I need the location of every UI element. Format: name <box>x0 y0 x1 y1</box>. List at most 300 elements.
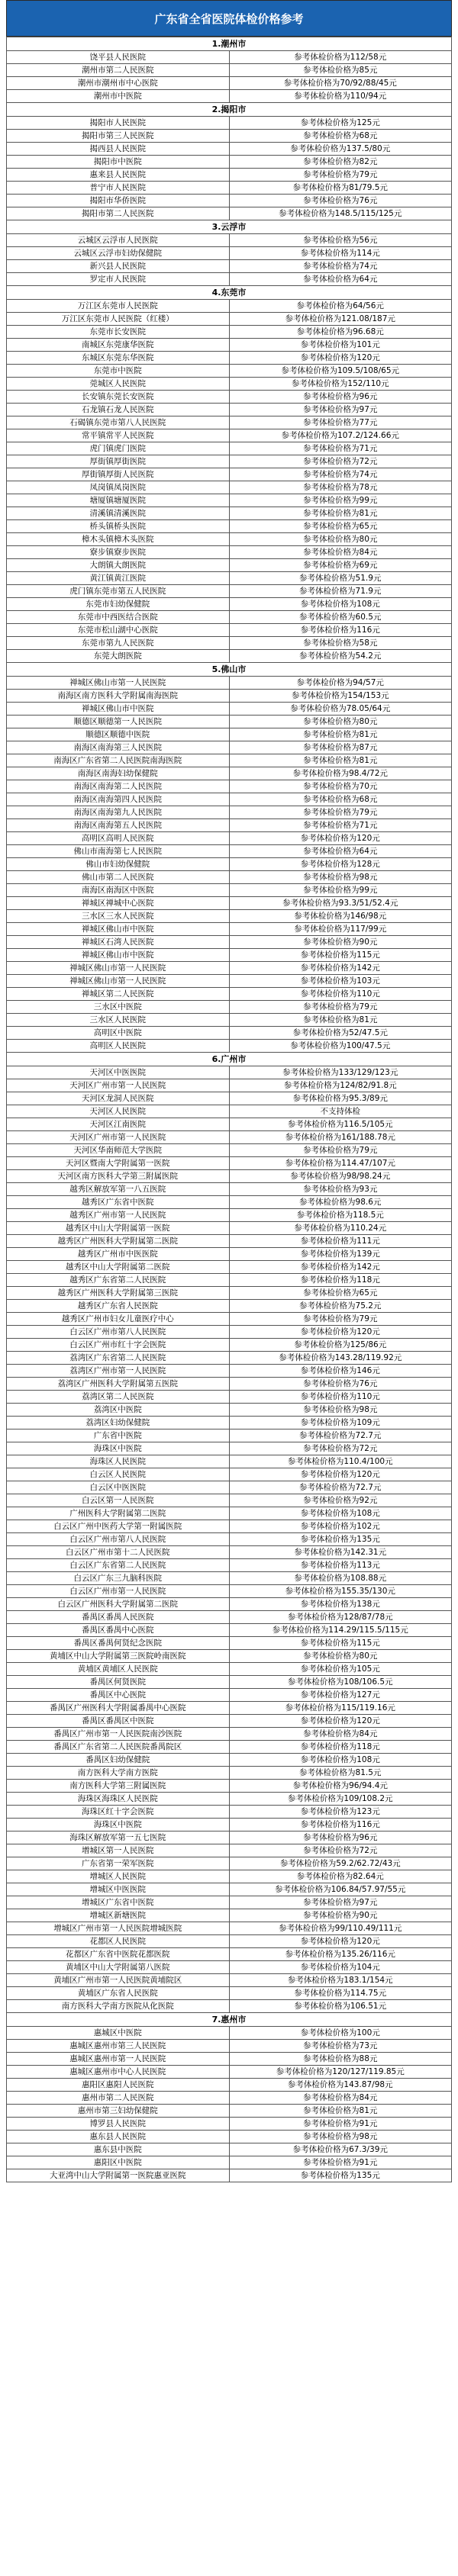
hospital-row <box>7 559 452 572</box>
hospital-price: 参考体检价格为84元 <box>229 1728 452 1741</box>
hospital-name: 惠阳区惠阳人民医院 <box>7 2079 230 2092</box>
hospital-row <box>7 429 452 442</box>
hospital-row <box>7 1611 452 1624</box>
hospital-row <box>7 611 452 624</box>
hospital-price: 参考体检价格为76元 <box>229 195 452 207</box>
hospital-name: 白云区广州市第一人民医院 <box>7 1585 230 1598</box>
hospital-row <box>7 572 452 585</box>
hospital-name: 惠州市第二人民医院 <box>7 2092 230 2105</box>
hospital-name: 禅城区佛山市第一人民医院 <box>7 677 230 690</box>
hospital-price: 参考体检价格为100/47.5元 <box>229 1040 452 1053</box>
hospital-price: 参考体检价格为81元 <box>229 728 452 741</box>
hospital-name: 荔湾区第二人民医院 <box>7 1391 230 1404</box>
hospital-name: 南海区南海第三人民医院 <box>7 741 230 754</box>
hospital-name: 揭阳市第三人民医院 <box>7 130 230 143</box>
hospital-price: 参考体检价格为161/188.78元 <box>229 1131 452 1144</box>
hospital-name: 白云区广州医科大学附属第二医院 <box>7 1598 230 1611</box>
hospital-price: 参考体检价格为117/99元 <box>229 923 452 936</box>
hospital-price: 参考体检价格为71.9元 <box>229 585 452 598</box>
hospital-price: 参考体检价格为84元 <box>229 546 452 559</box>
hospital-price: 参考体检价格为142.31元 <box>229 1546 452 1559</box>
hospital-price: 参考体检价格为112/58元 <box>229 51 452 64</box>
hospital-row <box>7 1300 452 1313</box>
hospital-row <box>7 1637 452 1650</box>
hospital-price: 参考体检价格为113元 <box>229 1559 452 1572</box>
hospital-name: 增城区新塘医院 <box>7 1909 230 1922</box>
hospital-price: 参考体检价格为143.28/119.92元 <box>229 1352 452 1365</box>
hospital-name: 三水区中医院 <box>7 1001 230 1014</box>
hospital-price: 参考体检价格为65元 <box>229 1287 452 1300</box>
hospital-name: 番禺区广东省第二人民医院番禺院区 <box>7 1741 230 1754</box>
hospital-name: 南海区南海第四人民医院 <box>7 793 230 806</box>
hospital-row <box>7 2169 452 2182</box>
hospital-name: 番禺区番禺中心医院 <box>7 1624 230 1637</box>
hospital-row <box>7 949 452 962</box>
hospital-name: 潮州市第二人民医院 <box>7 64 230 77</box>
hospital-price: 参考体检价格为135元 <box>229 2169 452 2182</box>
hospital-name: 海珠区海珠区人民医院 <box>7 1793 230 1806</box>
hospital-price: 参考体检价格为118元 <box>229 1741 452 1754</box>
hospital-price: 参考体检价格为108元 <box>229 1507 452 1520</box>
hospital-name: 三水区三水人民医院 <box>7 910 230 923</box>
hospital-price: 参考体检价格为99/110.49/111元 <box>229 1922 452 1935</box>
hospital-name: 大朗镇大朗医院 <box>7 559 230 572</box>
hospital-name: 东莞市松山湖中心医院 <box>7 624 230 637</box>
hospital-row <box>7 1326 452 1339</box>
hospital-row <box>7 2027 452 2040</box>
hospital-name: 虎门镇东莞市第五人民医院 <box>7 585 230 598</box>
hospital-price: 参考体检价格为108元 <box>229 1754 452 1767</box>
hospital-row <box>7 416 452 429</box>
hospital-name: 海珠区解放军第一五七医院 <box>7 1832 230 1844</box>
hospital-row <box>7 2118 452 2131</box>
hospital-row <box>7 1559 452 1572</box>
hospital-name: 禅城区佛山市中医院 <box>7 949 230 962</box>
hospital-row <box>7 1987 452 2000</box>
hospital-name: 增城区中医医院 <box>7 1883 230 1896</box>
hospital-name: 清溪镇清溪医院 <box>7 507 230 520</box>
hospital-price: 参考体检价格为105元 <box>229 1663 452 1676</box>
hospital-row <box>7 1494 452 1507</box>
hospital-name: 揭阳市中医院 <box>7 156 230 169</box>
hospital-price: 参考体检价格为77元 <box>229 416 452 429</box>
price-table <box>6 37 452 2182</box>
hospital-price: 参考体检价格为80元 <box>229 716 452 728</box>
hospital-row <box>7 1274 452 1287</box>
hospital-price: 参考体检价格为91元 <box>229 2156 452 2169</box>
hospital-name: 新兴县人民医院 <box>7 260 230 273</box>
hospital-row <box>7 2105 452 2118</box>
hospital-name: 禅城区佛山市中医院 <box>7 923 230 936</box>
hospital-row <box>7 1092 452 1105</box>
hospital-row <box>7 1585 452 1598</box>
hospital-price: 参考体检价格为92元 <box>229 1494 452 1507</box>
hospital-name: 黄埔区广州市第一人民医院黄埔院区 <box>7 1974 230 1987</box>
hospital-price: 参考体检价格为116元 <box>229 624 452 637</box>
hospital-row <box>7 1767 452 1780</box>
hospital-price: 参考体检价格为79元 <box>229 1001 452 1014</box>
hospital-row <box>7 1222 452 1235</box>
hospital-row <box>7 1391 452 1404</box>
hospital-name: 厚街镇厚街人民医院 <box>7 468 230 481</box>
hospital-price: 参考体检价格为52/47.5元 <box>229 1027 452 1040</box>
hospital-row <box>7 378 452 391</box>
hospital-name: 越秀区中山大学附属第一医院 <box>7 1222 230 1235</box>
hospital-name: 天河区暨南大学附属第一医院 <box>7 1157 230 1170</box>
hospital-row <box>7 690 452 703</box>
hospital-price: 参考体检价格为120元 <box>229 1715 452 1728</box>
hospital-row <box>7 910 452 923</box>
hospital-name: 海珠区红十字会医院 <box>7 1806 230 1819</box>
hospital-name: 白云区广东省第二人民医院 <box>7 1559 230 1572</box>
hospital-name: 虎门镇虎门医院 <box>7 442 230 455</box>
hospital-price: 参考体检价格为75.2元 <box>229 1300 452 1313</box>
hospital-name: 广东省第一荣军医院 <box>7 1857 230 1870</box>
hospital-row <box>7 2079 452 2092</box>
hospital-name: 增城区广东省中医院 <box>7 1896 230 1909</box>
hospital-price: 参考体检价格为115元 <box>229 1637 452 1650</box>
hospital-price: 参考体检价格为109元 <box>229 1417 452 1430</box>
hospital-price: 参考体检价格为88元 <box>229 2053 452 2066</box>
hospital-name: 禅城区佛山市中医院 <box>7 703 230 716</box>
hospital-name: 荔湾区广东省第二人民医院 <box>7 1352 230 1365</box>
hospital-name: 番禺区广州医科大学附属番禺中心医院 <box>7 1702 230 1715</box>
hospital-row <box>7 468 452 481</box>
hospital-name: 荔湾区广州医科大学附属第五医院 <box>7 1378 230 1391</box>
hospital-row <box>7 1404 452 1417</box>
hospital-price: 参考体检价格为72.7元 <box>229 1430 452 1442</box>
hospital-row <box>7 339 452 352</box>
hospital-price: 参考体检价格为128/87/78元 <box>229 1611 452 1624</box>
hospital-row <box>7 2066 452 2079</box>
hospital-name: 惠东县中医院 <box>7 2143 230 2156</box>
hospital-price: 参考体检价格为115元 <box>229 949 452 962</box>
hospital-name: 三水区人民医院 <box>7 1014 230 1027</box>
hospital-name: 越秀区广州市中医医院 <box>7 1248 230 1261</box>
hospital-name: 高明区中医院 <box>7 1027 230 1040</box>
hospital-price: 参考体检价格为138元 <box>229 1598 452 1611</box>
hospital-name: 惠东县人民医院 <box>7 2131 230 2143</box>
hospital-price: 参考体检价格为82.64元 <box>229 1870 452 1883</box>
hospital-price: 参考体检价格为93.3/51/52.4元 <box>229 897 452 910</box>
hospital-name: 石龙镇石龙人民医院 <box>7 404 230 416</box>
hospital-price: 参考体检价格为64元 <box>229 845 452 858</box>
hospital-price: 参考体检价格为120元 <box>229 352 452 365</box>
hospital-name: 佛山市妇幼保健院 <box>7 858 230 871</box>
hospital-price: 参考体检价格为108/106.5元 <box>229 1676 452 1689</box>
hospital-name: 白云区广东三九脑科医院 <box>7 1572 230 1585</box>
hospital-name: 白云区人民医院 <box>7 1468 230 1481</box>
hospital-row <box>7 494 452 507</box>
hospital-row <box>7 1780 452 1793</box>
hospital-price: 参考体检价格为137.5/80元 <box>229 143 452 156</box>
hospital-price: 参考体检价格为96/94.4元 <box>229 1780 452 1793</box>
hospital-row <box>7 130 452 143</box>
hospital-name: 顺德区顺德中医院 <box>7 728 230 741</box>
hospital-name: 惠城区中医院 <box>7 2027 230 2040</box>
hospital-row <box>7 1183 452 1196</box>
hospital-name: 禅城区佛山市第一人民医院 <box>7 962 230 975</box>
hospital-price: 参考体检价格为74元 <box>229 468 452 481</box>
hospital-row <box>7 988 452 1001</box>
hospital-price: 参考体检价格为118元 <box>229 1274 452 1287</box>
hospital-price: 参考体检价格为98元 <box>229 2131 452 2143</box>
hospital-row <box>7 546 452 559</box>
hospital-row <box>7 1261 452 1274</box>
hospital-price: 参考体检价格为96元 <box>229 391 452 404</box>
hospital-name: 佛山市南海第七人民医院 <box>7 845 230 858</box>
hospital-row <box>7 442 452 455</box>
hospital-price: 参考体检价格为120元 <box>229 1468 452 1481</box>
hospital-row <box>7 1507 452 1520</box>
hospital-name: 越秀区广州市第一人民医院 <box>7 1209 230 1222</box>
hospital-price: 参考体检价格为135.26/116元 <box>229 1948 452 1961</box>
hospital-price: 参考体检价格为78.05/64元 <box>229 703 452 716</box>
hospital-price: 参考体检价格为154/153元 <box>229 690 452 703</box>
hospital-name: 白云区广州市第十二人民医院 <box>7 1546 230 1559</box>
hospital-row <box>7 1741 452 1754</box>
hospital-price: 参考体检价格为79元 <box>229 169 452 182</box>
hospital-name: 番禺区广州市第一人民医院南沙医院 <box>7 1728 230 1741</box>
hospital-row <box>7 1754 452 1767</box>
hospital-row <box>7 1948 452 1961</box>
hospital-price: 参考体检价格为97元 <box>229 1896 452 1909</box>
hospital-price: 参考体检价格为106.84/57.97/55元 <box>229 1883 452 1896</box>
hospital-price: 参考体检价格为99元 <box>229 884 452 897</box>
hospital-name: 黄埔区黄埔区人民医院 <box>7 1663 230 1676</box>
hospital-name: 大亚湾中山大学附属第一医院惠亚医院 <box>7 2169 230 2182</box>
hospital-row <box>7 352 452 365</box>
hospital-name: 东莞市第九人民医院 <box>7 637 230 650</box>
hospital-price: 不支持体检 <box>229 1105 452 1118</box>
hospital-name: 白云区广州中医药大学第一附属医院 <box>7 1520 230 1533</box>
hospital-row <box>7 598 452 611</box>
hospital-row <box>7 1313 452 1326</box>
hospital-row <box>7 936 452 949</box>
city-header-row <box>7 37 452 51</box>
hospital-price: 参考体检价格为114.47/107元 <box>229 1157 452 1170</box>
hospital-name: 黄江镇黄江医院 <box>7 572 230 585</box>
hospital-name: 广州医科大学附属第二医院 <box>7 1507 230 1520</box>
hospital-price: 参考体检价格为96.68元 <box>229 326 452 339</box>
hospital-row <box>7 2040 452 2053</box>
hospital-row <box>7 1896 452 1909</box>
hospital-name: 惠城区惠州市第三人民医院 <box>7 2040 230 2053</box>
hospital-row <box>7 156 452 169</box>
hospital-row <box>7 1961 452 1974</box>
hospital-row <box>7 767 452 780</box>
hospital-row <box>7 1209 452 1222</box>
hospital-row <box>7 1819 452 1832</box>
hospital-price: 参考体检价格为114元 <box>229 247 452 260</box>
hospital-name: 南方医科大学南方医院 <box>7 1767 230 1780</box>
hospital-row <box>7 637 452 650</box>
hospital-row <box>7 1663 452 1676</box>
hospital-price: 参考体检价格为114.75元 <box>229 1987 452 2000</box>
hospital-row <box>7 1793 452 1806</box>
hospital-price: 参考体检价格为110元 <box>229 988 452 1001</box>
hospital-price: 参考体检价格为90元 <box>229 936 452 949</box>
hospital-name: 越秀区广东省人民医院 <box>7 1300 230 1313</box>
hospital-price: 参考体检价格为81元 <box>229 2105 452 2118</box>
hospital-name: 白云区广州市红十字会医院 <box>7 1339 230 1352</box>
hospital-name: 万江区东莞市人民医院 <box>7 300 230 313</box>
hospital-row <box>7 1040 452 1053</box>
hospital-price: 参考体检价格为64元 <box>229 273 452 286</box>
hospital-price: 参考体检价格为100元 <box>229 2027 452 2040</box>
hospital-row <box>7 1702 452 1715</box>
hospital-row <box>7 832 452 845</box>
hospital-row <box>7 741 452 754</box>
hospital-row <box>7 533 452 546</box>
hospital-name: 禅城区禅城中心医院 <box>7 897 230 910</box>
hospital-row <box>7 1481 452 1494</box>
hospital-price: 参考体检价格为146元 <box>229 1365 452 1378</box>
hospital-name: 黄埔区中山大学附属第三医院岭南医院 <box>7 1650 230 1663</box>
hospital-name: 寮步镇寮步医院 <box>7 546 230 559</box>
hospital-price: 参考体检价格为81元 <box>229 754 452 767</box>
hospital-price: 参考体检价格为81/79.5元 <box>229 182 452 195</box>
hospital-name: 禅城区第二人民医院 <box>7 988 230 1001</box>
hospital-price: 参考体检价格为143.87/98元 <box>229 2079 452 2092</box>
hospital-row <box>7 1624 452 1637</box>
hospital-price: 参考体检价格为116.5/105元 <box>229 1118 452 1131</box>
hospital-price: 参考体检价格为103元 <box>229 975 452 988</box>
hospital-name: 南方医科大学第三附属医院 <box>7 1780 230 1793</box>
hospital-row <box>7 117 452 130</box>
hospital-row <box>7 845 452 858</box>
hospital-name: 潮州市潮州市中心医院 <box>7 77 230 90</box>
hospital-row <box>7 64 452 77</box>
hospital-name: 番禺区何贤医院 <box>7 1676 230 1689</box>
hospital-name: 南海区南海第二人民医院 <box>7 780 230 793</box>
hospital-price: 参考体检价格为116元 <box>229 1819 452 1832</box>
hospital-name: 东莞市长安医院 <box>7 326 230 339</box>
hospital-name: 樟木头镇樟木头医院 <box>7 533 230 546</box>
hospital-row <box>7 234 452 247</box>
city-header-row <box>7 220 452 234</box>
hospital-price: 参考体检价格为120/127/119.85元 <box>229 2066 452 2079</box>
hospital-row <box>7 1365 452 1378</box>
hospital-row <box>7 1248 452 1261</box>
hospital-name: 越秀区广东省第二人民医院 <box>7 1274 230 1287</box>
hospital-row <box>7 1909 452 1922</box>
hospital-name: 揭阳市华侨医院 <box>7 195 230 207</box>
hospital-row <box>7 1520 452 1533</box>
hospital-price: 参考体检价格为65元 <box>229 520 452 533</box>
hospital-price: 参考体检价格为109/108.2元 <box>229 1793 452 1806</box>
hospital-price: 参考体检价格为71元 <box>229 819 452 832</box>
hospital-price: 参考体检价格为123元 <box>229 1806 452 1819</box>
hospital-price: 参考体检价格为124/82/91.8元 <box>229 1079 452 1092</box>
hospital-row <box>7 1455 452 1468</box>
hospital-name: 塘厦镇塘厦医院 <box>7 494 230 507</box>
hospital-name: 番禺区番禺人民医院 <box>7 1611 230 1624</box>
hospital-price: 参考体检价格为74元 <box>229 260 452 273</box>
hospital-name: 南海区南海区中医院 <box>7 884 230 897</box>
hospital-name: 罗定市人民医院 <box>7 273 230 286</box>
city-header-row <box>7 2013 452 2027</box>
hospital-row <box>7 1157 452 1170</box>
hospital-price: 参考体检价格为120元 <box>229 1935 452 1948</box>
hospital-row <box>7 1935 452 1948</box>
hospital-price: 参考体检价格为142元 <box>229 962 452 975</box>
hospital-name: 越秀区中山大学附属第二医院 <box>7 1261 230 1274</box>
hospital-price: 参考体检价格为110元 <box>229 1391 452 1404</box>
hospital-price: 参考体检价格为148.5/115/125元 <box>229 207 452 220</box>
hospital-row <box>7 1546 452 1559</box>
hospital-row <box>7 481 452 494</box>
hospital-price: 参考体检价格为58元 <box>229 637 452 650</box>
hospital-row <box>7 1417 452 1430</box>
hospital-price: 参考体检价格为111元 <box>229 1235 452 1248</box>
hospital-row <box>7 1014 452 1027</box>
hospital-row <box>7 195 452 207</box>
hospital-row <box>7 871 452 884</box>
hospital-name: 揭阳市人民医院 <box>7 117 230 130</box>
hospital-row <box>7 884 452 897</box>
hospital-row <box>7 1676 452 1689</box>
hospital-name: 佛山市第二人民医院 <box>7 871 230 884</box>
hospital-price: 参考体检价格为110/94元 <box>229 90 452 103</box>
hospital-row <box>7 650 452 663</box>
hospital-name: 厚街镇厚街医院 <box>7 455 230 468</box>
hospital-price: 参考体检价格为110.4/100元 <box>229 1455 452 1468</box>
hospital-price: 参考体检价格为70元 <box>229 780 452 793</box>
hospital-price: 参考体检价格为64/56元 <box>229 300 452 313</box>
hospital-row <box>7 1572 452 1585</box>
city-name: 5.佛山市 <box>7 663 452 677</box>
city-header-row <box>7 663 452 677</box>
hospital-name: 白云区广州市第八人民医院 <box>7 1326 230 1339</box>
hospital-row <box>7 1844 452 1857</box>
hospital-price: 参考体检价格为183.1/154元 <box>229 1974 452 1987</box>
hospital-price: 参考体检价格为93元 <box>229 1183 452 1196</box>
hospital-price: 参考体检价格为98.4/72元 <box>229 767 452 780</box>
hospital-name: 花都区广东省中医院花都医院 <box>7 1948 230 1961</box>
hospital-price: 参考体检价格为68元 <box>229 130 452 143</box>
hospital-price: 参考体检价格为114.29/115.5/115元 <box>229 1624 452 1637</box>
hospital-name: 南方医科大学南方医院从化医院 <box>7 2000 230 2013</box>
hospital-price: 参考体检价格为106.51元 <box>229 2000 452 2013</box>
hospital-name: 黄埔区中山大学附属第八医院 <box>7 1961 230 1974</box>
hospital-name: 越秀区解放军第一八五医院 <box>7 1183 230 1196</box>
hospital-name: 揭西县人民医院 <box>7 143 230 156</box>
hospital-name: 南海区南海妇幼保健院 <box>7 767 230 780</box>
page-title: 广东省全省医院体检价格参考 <box>6 0 452 37</box>
hospital-price: 参考体检价格为69元 <box>229 559 452 572</box>
hospital-name: 增城区人民医院 <box>7 1870 230 1883</box>
hospital-name: 东莞市中医院 <box>7 365 230 378</box>
hospital-row <box>7 247 452 260</box>
hospital-price: 参考体检价格为104元 <box>229 1961 452 1974</box>
hospital-price: 参考体检价格为115/119.16元 <box>229 1702 452 1715</box>
hospital-name: 南海区南方医科大学附属南海医院 <box>7 690 230 703</box>
hospital-name: 天河区龙洞人民医院 <box>7 1092 230 1105</box>
hospital-row <box>7 754 452 767</box>
hospital-row <box>7 2156 452 2169</box>
city-name: 6.广州市 <box>7 1053 452 1066</box>
hospital-row <box>7 728 452 741</box>
hospital-row <box>7 1196 452 1209</box>
hospital-row <box>7 1728 452 1741</box>
hospital-name: 越秀区广州市妇女儿童医疗中心 <box>7 1313 230 1326</box>
hospital-name: 白云区广州市第八人民医院 <box>7 1533 230 1546</box>
hospital-price: 参考体检价格为108.88元 <box>229 1572 452 1585</box>
hospital-name: 增城区广州市第一人民医院增城医院 <box>7 1922 230 1935</box>
hospital-price: 参考体检价格为98元 <box>229 1404 452 1417</box>
hospital-row <box>7 1170 452 1183</box>
